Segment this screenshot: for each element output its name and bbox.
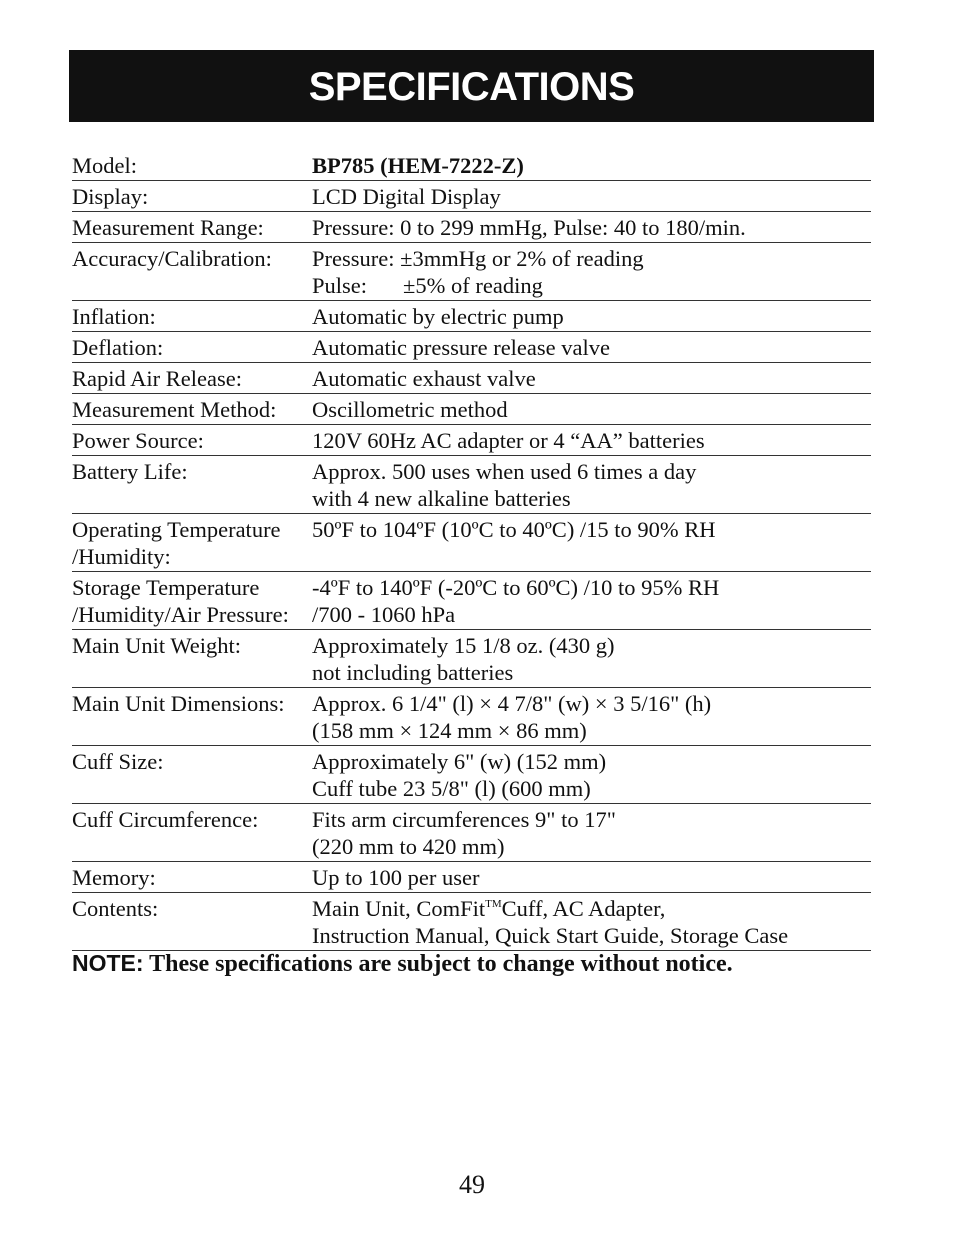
spec-value	[312, 690, 871, 744]
spec-value: LCD Digital Display	[312, 184, 501, 209]
spec-row-display	[72, 181, 871, 212]
spec-row-rapid-air-release	[72, 363, 871, 394]
spec-value: Oscillometric method	[312, 397, 508, 422]
spec-label: Memory:	[72, 865, 156, 890]
spec-value-line	[312, 272, 871, 299]
page-title: SPECIFICATIONS	[308, 64, 635, 109]
spec-value	[312, 895, 871, 949]
page-number: 49	[459, 1170, 485, 1199]
spec-value: BP785 (HEM-7222-Z)	[312, 153, 524, 178]
contents-part: Main Unit, ComFit	[312, 896, 486, 921]
spec-value-line: Cuff tube 23 5/8" (l) (600 mm)	[312, 776, 591, 801]
note	[72, 950, 733, 978]
spec-label: Cuff Size:	[72, 749, 164, 774]
spec-label	[72, 516, 312, 570]
spec-label: Battery Life:	[72, 459, 188, 484]
spec-label: Display:	[72, 184, 149, 209]
spec-value-line: Approx. 500 uses when used 6 times a day	[312, 459, 697, 484]
spec-value-line: Instruction Manual, Quick Start Guide, Storage Case	[312, 923, 789, 948]
spec-row-main-unit-dimensions	[72, 688, 871, 746]
spec-row-memory	[72, 862, 871, 893]
spec-value-line	[312, 895, 871, 922]
spec-label: Contents:	[72, 896, 159, 921]
spec-value	[312, 632, 871, 686]
spec-label: Rapid Air Release:	[72, 366, 242, 391]
spec-row-contents	[72, 893, 871, 951]
spec-value: Automatic pressure release valve	[312, 335, 610, 360]
spec-value: Automatic exhaust valve	[312, 366, 536, 391]
note-label: NOTE:	[72, 950, 144, 976]
spec-label: Inflation:	[72, 304, 156, 329]
spec-value	[312, 245, 871, 299]
spec-value-line: Approx. 6 1/4" (l) × 4 7/8" (w) × 3 5/16" (h)	[312, 691, 712, 716]
specifications-table	[72, 150, 871, 951]
spec-label-line: /Humidity:	[72, 544, 171, 569]
spec-value-line: Pressure: ±3mmHg or 2% of reading	[312, 246, 644, 271]
spec-row-power-source	[72, 425, 871, 456]
spec-row-main-unit-weight	[72, 630, 871, 688]
spec-label: Main Unit Dimensions:	[72, 691, 285, 716]
spec-row-model	[72, 150, 871, 181]
spec-row-accuracy	[72, 243, 871, 301]
title-bar	[69, 50, 874, 122]
spec-value-line: Approximately 6" (w) (152 mm)	[312, 749, 607, 774]
spec-label-line: /Humidity/Air Pressure:	[72, 602, 289, 627]
spec-value: 120V 60Hz AC adapter or 4 “AA” batteries	[312, 428, 705, 453]
spec-row-operating-temperature	[72, 514, 871, 572]
spec-value-line: /700 - 1060 hPa	[312, 602, 456, 627]
spec-value-line: Fits arm circumferences 9" to 17"	[312, 807, 616, 832]
spec-value: Automatic by electric pump	[312, 304, 564, 329]
spec-value-line: with 4 new alkaline batteries	[312, 486, 571, 511]
note-text: These specifications are subject to change without notice.	[143, 951, 733, 977]
spec-value-line: Approximately 15 1/8 oz. (430 g)	[312, 633, 615, 658]
spec-row-measurement-method	[72, 394, 871, 425]
spec-value	[312, 806, 871, 860]
spec-value	[312, 748, 871, 802]
spec-value	[312, 574, 871, 628]
spec-row-inflation	[72, 301, 871, 332]
spec-value: Up to 100 per user	[312, 865, 480, 890]
spec-label: Power Source:	[72, 428, 204, 453]
spec-label-line: Storage Temperature	[72, 575, 260, 600]
spec-row-cuff-circumference	[72, 804, 871, 862]
pulse-prefix: Pulse:	[312, 273, 368, 298]
contents-part: Cuff, AC Adapter,	[501, 896, 666, 921]
spec-label: Accuracy/Calibration:	[72, 246, 272, 271]
spec-label: Cuff Circumference:	[72, 807, 259, 832]
spec-value-line: not including batteries	[312, 660, 514, 685]
spec-value-line: (158 mm × 124 mm × 86 mm)	[312, 718, 587, 743]
spec-row-measurement-range	[72, 212, 871, 243]
spec-row-battery-life	[72, 456, 871, 514]
spec-value-line: -4ºF to 140ºF (-20ºC to 60ºC) /10 to 95% RH	[312, 575, 720, 600]
spec-value: 50ºF to 104ºF (10ºC to 40ºC) /15 to 90% RH	[312, 517, 716, 542]
spec-label: Model:	[72, 153, 137, 178]
spec-label	[72, 574, 312, 628]
spec-row-cuff-size	[72, 746, 871, 804]
spec-label: Deflation:	[72, 335, 164, 360]
trademark-mark: TM	[485, 898, 502, 910]
spec-label: Measurement Range:	[72, 215, 264, 240]
spec-value: Pressure: 0 to 299 mmHg, Pulse: 40 to 180/min.	[312, 215, 746, 240]
spec-label: Measurement Method:	[72, 397, 277, 422]
spec-row-deflation	[72, 332, 871, 363]
spec-label: Main Unit Weight:	[72, 633, 242, 658]
spec-label-line: Operating Temperature	[72, 517, 281, 542]
spec-row-storage-temperature	[72, 572, 871, 630]
pulse-value: ±5% of reading	[403, 273, 543, 298]
spec-value-line: (220 mm to 420 mm)	[312, 834, 505, 859]
spec-value	[312, 458, 871, 512]
